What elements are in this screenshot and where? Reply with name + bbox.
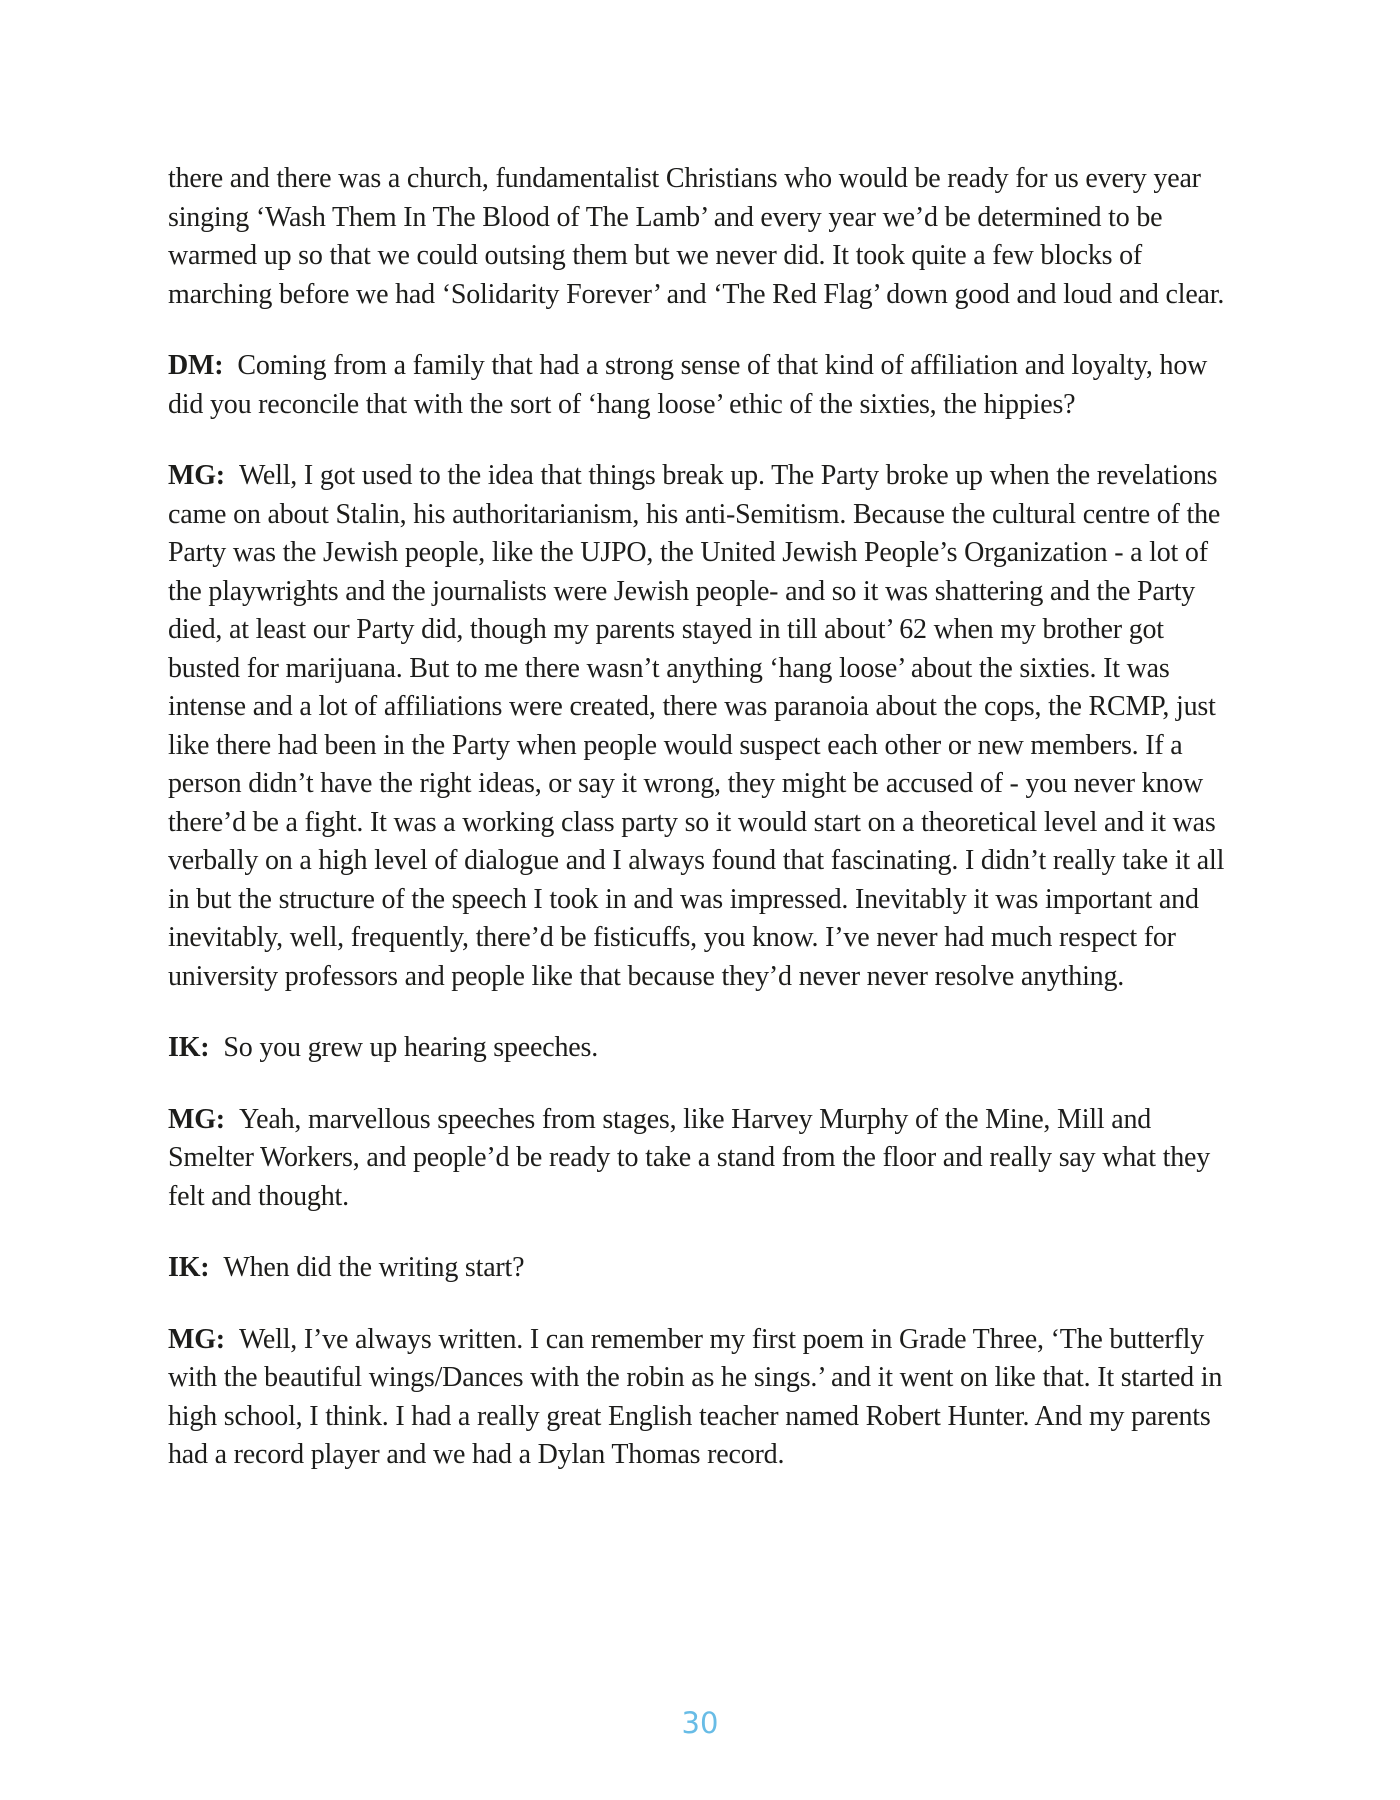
speaker-label: IK:: [168, 1032, 210, 1063]
paragraph: [168, 457, 1238, 996]
paragraph: [168, 1101, 1238, 1217]
paragraph: [168, 1249, 1238, 1288]
paragraph: [168, 160, 1238, 314]
paragraph: [168, 347, 1238, 424]
speaker-label: MG:: [168, 1323, 225, 1355]
speaker-label: IK:: [168, 1252, 210, 1283]
speaker-label: MG:: [168, 1103, 225, 1135]
paragraph-text: When did the writing start?: [223, 1252, 525, 1283]
paragraph-text: Well, I got used to the idea that things break up. The Party broke up when the revelations came on about Stalin, his authoritarianism, his anti-Semitism. Because the cultural centre of the Party was the Jewish people, like the UJPO, the United Jewish People’s Organization - a lot of the playwrights and the journalists were Jewish people- and so it was shattering and the Party died, at least our Party did, though my parents stayed in till about’ 62 when my brother got busted for marijuana. But to me there wasn’t anything ‘hang loose’ about the sixties. It was intense and a lot of affiliations were created, there was paranoia about the cops, the RCMP, just like there had been in the Party when people would suspect each other or new members. If a person didn’t have the right ideas, or say it wrong, they might be accused of - you never know there’d be a fight. It was a working class party so it would start on a theoretical level and it was verbally on a high level of dialogue and I always found that fascinating. I didn’t really take it all in but the structure of the speech I took in and was impressed. Inevitably it was important and inevitably, well, frequently, there’d be fisticuffs, you know. I’ve never had much respect for university professors and people like that because they’d never never resolve anything.: [168, 460, 1225, 992]
paragraph-text: Yeah, marvellous speeches from stages, like Harvey Murphy of the Mine, Mill and Smelter Workers, and people’d be ready to take a stand from the floor and really say what they felt and thought.: [168, 1103, 1211, 1212]
paragraph-text: Well, I’ve always written. I can remember my first poem in Grade Three, ‘The butterfly with the beautiful wings/Dances with the robin as he sings.’ and it went on like that. It started in high school, I think. I had a really great English teacher named Robert Hunter. And my parents had a record player and we had a Dylan Thomas record.: [168, 1323, 1223, 1470]
paragraph-text: Coming from a family that had a strong sense of that kind of affiliation and loyalty, how did you reconcile that with the sort of ‘hang loose’ ethic of the sixties, the hippies?: [168, 350, 1208, 420]
transcript-text-block: [168, 160, 1238, 1508]
paragraph: [168, 1321, 1238, 1475]
paragraph-text: So you grew up hearing speeches.: [223, 1032, 599, 1063]
page-number: 30: [681, 1706, 719, 1740]
speaker-label: MG:: [168, 460, 225, 491]
speaker-label: DM:: [168, 350, 224, 381]
paragraph-text: there and there was a church, fundamentalist Christians who would be ready for us every year singing ‘Wash Them In The Blood of The Lamb’ and every year we’d be determined to be warmed up so that we could outsing them but we never did. It took quite a few blocks of marching before we had ‘Solidarity Forever’ and ‘The Red Flag’ down good and loud and clear.: [168, 163, 1225, 310]
paragraph: [168, 1029, 1238, 1068]
